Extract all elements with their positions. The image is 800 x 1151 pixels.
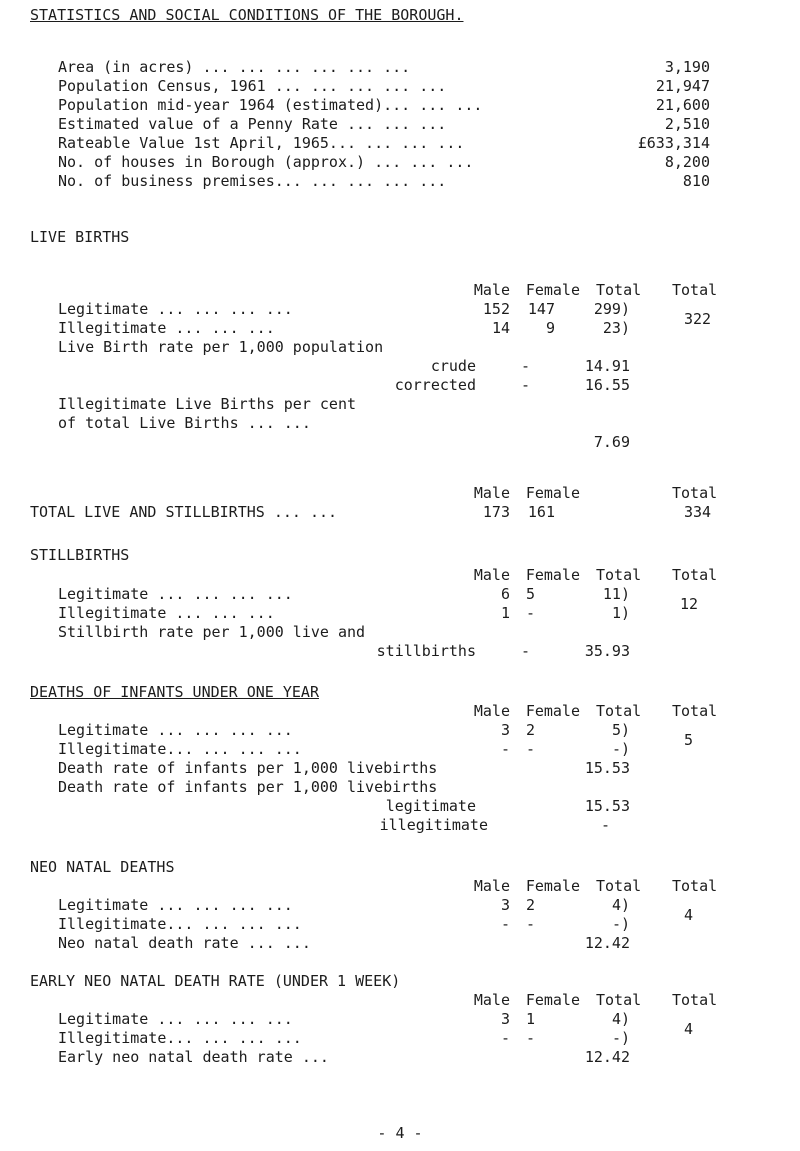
row-label: Legitimate ... ... ... ... (58, 585, 293, 603)
male-value: - (500, 740, 510, 758)
legit-value: 15.53 (584, 797, 630, 815)
illegit-label: illegitimate (379, 816, 488, 834)
total-value: 4) (611, 896, 630, 914)
illegit-value: - (600, 816, 610, 834)
row-label: Illegitimate... ... ... ... (58, 1029, 302, 1047)
corrected-female: - (520, 376, 530, 394)
male-value: - (500, 915, 510, 933)
col-female: Female (525, 991, 580, 1009)
section-heading: EARLY NEO NATAL DEATH RATE (UNDER 1 WEEK) (30, 972, 401, 990)
section-heading: STILLBIRTHS (30, 546, 130, 564)
summary-label: Population mid-year 1964 (estimated)... ... ... (58, 96, 483, 114)
col-total: Total (672, 566, 718, 584)
col-female: Female (525, 484, 580, 502)
col-total: Total (596, 991, 642, 1009)
summary-label: Estimated value of a Penny Rate ... ... ... (58, 115, 447, 133)
row-label: TOTAL LIVE AND STILLBIRTHS ... ... (30, 503, 338, 521)
summary-value: £633,314 (637, 134, 710, 152)
rate-label: Death rate of infants per 1,000 livebirths (58, 778, 438, 796)
summary-value: 8,200 (664, 153, 710, 171)
grand-total: 4 (684, 906, 694, 924)
female-value: 1 (525, 1010, 535, 1028)
male-value: 14 (491, 319, 510, 337)
summary-value: 21,600 (655, 96, 710, 114)
grand-total: 12 (680, 595, 699, 613)
crude-label: crude (430, 357, 476, 375)
male-value: 1 (500, 604, 510, 622)
col-total: Total (596, 877, 642, 895)
grand-total: 4 (684, 1020, 694, 1038)
total-value: 11) (602, 585, 630, 603)
rate-value: 12.42 (584, 934, 630, 952)
female-value: - (525, 740, 535, 758)
legit-label: legitimate (385, 797, 476, 815)
crude-female: - (520, 357, 530, 375)
rate-label: stillbirths (376, 642, 476, 660)
male-value: 152 (482, 300, 510, 318)
rate-label: Stillbirth rate per 1,000 live and (58, 623, 366, 641)
total-value: 5) (611, 721, 630, 739)
row-label: Legitimate ... ... ... ... (58, 721, 293, 739)
col-male: Male (473, 702, 510, 720)
rate-label: Live Birth rate per 1,000 population (58, 338, 384, 356)
total-value: -) (611, 740, 630, 758)
col-total: Total (672, 702, 718, 720)
row-label: Illegitimate ... ... ... (58, 319, 275, 337)
female-value: 161 (527, 503, 555, 521)
male-value: 6 (500, 585, 510, 603)
female-value: 9 (545, 319, 555, 337)
rate-label: Early neo natal death rate ... (58, 1048, 329, 1066)
illeg-label: of total Live Births ... ... (58, 414, 311, 432)
summary-label: Area (in acres) ... ... ... ... ... ... (58, 58, 411, 76)
col-total: Total (596, 566, 642, 584)
col-male: Male (473, 484, 510, 502)
col-total: Total (672, 484, 718, 502)
row-label: Illegitimate ... ... ... (58, 604, 275, 622)
female-value: - (525, 604, 535, 622)
rate-value: 12.42 (584, 1048, 630, 1066)
row-label: Legitimate ... ... ... ... (58, 300, 293, 318)
col-male: Male (473, 566, 510, 584)
section-heading: NEO NATAL DEATHS (30, 858, 175, 876)
rate-value: 15.53 (584, 759, 630, 777)
col-male: Male (473, 877, 510, 895)
rate-value: 35.93 (584, 642, 630, 660)
total-value: -) (611, 915, 630, 933)
summary-value: 810 (682, 172, 710, 190)
page-number: - 4 - (377, 1124, 423, 1142)
rate-female: - (520, 642, 530, 660)
col-female: Female (525, 281, 580, 299)
female-value: 2 (525, 721, 535, 739)
male-value: 3 (500, 1010, 510, 1028)
col-total: Total (596, 702, 642, 720)
illeg-value: 7.69 (593, 433, 630, 451)
female-value: - (525, 915, 535, 933)
female-value: 5 (525, 585, 535, 603)
col-female: Female (525, 877, 580, 895)
summary-label: Rateable Value 1st April, 1965... ... ... ... (58, 134, 465, 152)
illeg-label: Illegitimate Live Births per cent (58, 395, 357, 413)
col-total: Total (672, 877, 718, 895)
summary-value: 3,190 (664, 58, 710, 76)
total-value: 4) (611, 1010, 630, 1028)
female-value: 2 (525, 896, 535, 914)
female-value: - (525, 1029, 535, 1047)
col-female: Female (525, 566, 580, 584)
total-value: 299) (593, 300, 630, 318)
row-label: Illegitimate... ... ... ... (58, 915, 302, 933)
col-total: Total (672, 281, 718, 299)
corrected-label: corrected (394, 376, 476, 394)
col-male: Male (473, 281, 510, 299)
summary-label: No. of business premises... ... ... ... ... (58, 172, 447, 190)
row-label: Legitimate ... ... ... ... (58, 896, 293, 914)
page-title: STATISTICS AND SOCIAL CONDITIONS OF THE BOROUGH. (30, 6, 464, 24)
row-label: Illegitimate... ... ... ... (58, 740, 302, 758)
male-value: - (500, 1029, 510, 1047)
female-value: 147 (527, 300, 555, 318)
summary-label: Population Census, 1961 ... ... ... ... ... (58, 77, 447, 95)
grand-total: 5 (684, 731, 694, 749)
male-value: 3 (500, 721, 510, 739)
crude-value: 14.91 (584, 357, 630, 375)
total-value: -) (611, 1029, 630, 1047)
summary-label: No. of houses in Borough (approx.) ... ... ... (58, 153, 474, 171)
male-value: 3 (500, 896, 510, 914)
col-total: Total (596, 281, 642, 299)
summary-value: 2,510 (664, 115, 710, 133)
corrected-value: 16.55 (584, 376, 630, 394)
row-label: Legitimate ... ... ... ... (58, 1010, 293, 1028)
grand-total: 322 (684, 310, 712, 328)
male-value: 173 (482, 503, 510, 521)
section-heading: DEATHS OF INFANTS UNDER ONE YEAR (30, 683, 319, 701)
col-total: Total (672, 991, 718, 1009)
rate-label: Neo natal death rate ... ... (58, 934, 311, 952)
col-male: Male (473, 991, 510, 1009)
rate-label: Death rate of infants per 1,000 livebirths (58, 759, 438, 777)
grand-total: 334 (684, 503, 712, 521)
total-value: 1) (611, 604, 630, 622)
section-heading: LIVE BIRTHS (30, 228, 130, 246)
summary-value: 21,947 (655, 77, 710, 95)
total-value: 23) (602, 319, 630, 337)
col-female: Female (525, 702, 580, 720)
